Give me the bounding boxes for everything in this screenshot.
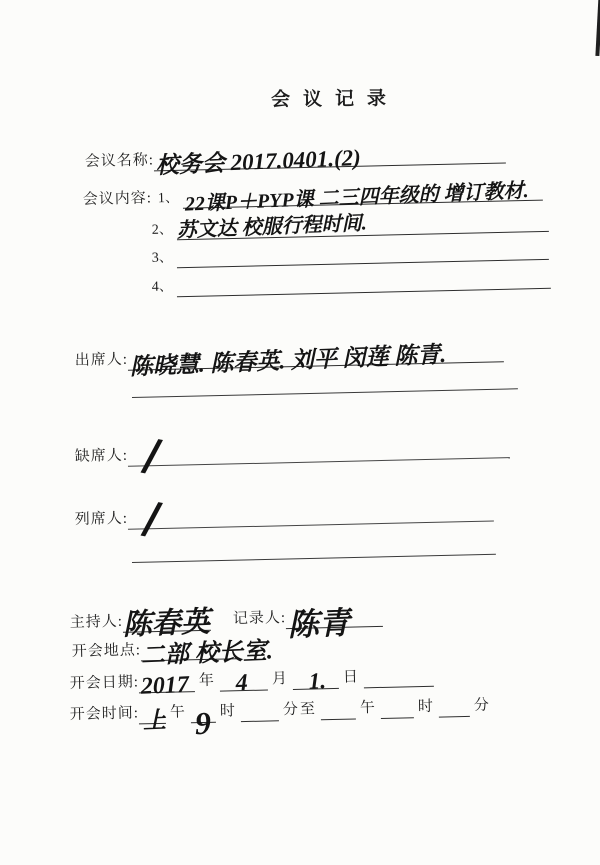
time-minute2-suffix: 分 <box>473 697 492 714</box>
observers-label: 列席人: <box>74 510 129 529</box>
date-month-handwriting: 4 <box>235 669 249 697</box>
time-hour2-suffix: 时 <box>417 698 436 716</box>
time-hour-suffix: 时 <box>219 703 238 720</box>
date-day-handwriting: 1. <box>308 668 327 694</box>
content-item-number: 2、 <box>151 222 173 238</box>
date-label: 开会日期: <box>69 674 140 693</box>
content-item-number: 3、 <box>151 250 173 266</box>
observers-slash-mark: / <box>139 492 165 546</box>
date-day-suffix: 日 <box>342 669 361 686</box>
location-label: 开会地点: <box>71 642 142 661</box>
content-handwriting-2: 苏文达 校服行程时间. <box>176 212 368 242</box>
date-month-suffix: 月 <box>271 671 290 688</box>
time-minute-suffix: 分至 <box>282 701 318 719</box>
time-period2-line <box>321 693 357 721</box>
meeting-name-line <box>154 136 507 179</box>
content-item-number: 1、 <box>157 190 180 207</box>
meeting-name-row <box>84 133 506 179</box>
scan-edge-artifact <box>595 0 600 56</box>
location-row <box>71 627 274 670</box>
attendees-line <box>128 335 505 380</box>
date-day-line <box>293 662 340 694</box>
content-item-number: 4、 <box>151 279 173 295</box>
time-hour2-line <box>381 691 415 719</box>
location-line <box>140 632 274 670</box>
time-period-line <box>139 697 167 734</box>
time-label: 开会时间: <box>69 705 140 724</box>
date-year-suffix: 年 <box>198 672 217 690</box>
location-handwriting: 二部 校长室. <box>140 638 274 670</box>
absentees-label: 缺席人: <box>74 447 129 466</box>
host-label: 主持人: <box>69 613 124 632</box>
attendees-handwriting: 陈晓慧. 陈春英. 刘平 闵莲 陈青. <box>129 341 447 380</box>
absentees-slash-mark: / <box>139 429 165 483</box>
observers-line <box>128 492 495 546</box>
page-title: 会议记录 <box>270 88 400 111</box>
meeting-name-handwriting: 校务会 2017.0401.(2) <box>155 144 362 179</box>
time-minute-line <box>241 694 280 722</box>
content-handwriting-1: 22课P＋PYP课 二三四年级的 增订教材. <box>184 179 530 216</box>
attendees-label: 出席人: <box>74 351 129 370</box>
attendees-row <box>74 328 504 380</box>
host-signature: 陈春英 <box>122 606 211 642</box>
time-period-handwriting: 上 <box>142 707 167 734</box>
time-hour-handwriting: 9 <box>194 704 212 742</box>
meeting-name-label: 会议名称: <box>84 152 155 171</box>
recorder-label: 记录人: <box>232 610 287 628</box>
meeting-content-label: 会议内容: <box>82 190 153 209</box>
time-minute2-line <box>439 690 471 718</box>
date-year-line <box>139 665 196 700</box>
absentees-row <box>74 426 510 483</box>
time-hour-line <box>191 696 217 742</box>
time-period2-suffix: 午 <box>359 700 378 717</box>
date-month-line <box>220 664 269 697</box>
date-year-handwriting: 2017 <box>140 671 190 700</box>
time-period-suffix: 午 <box>169 704 188 721</box>
observers-line-2 <box>132 554 496 563</box>
observers-row <box>74 489 494 546</box>
absentees-line <box>128 429 511 483</box>
content-line-4 <box>176 262 551 297</box>
attendees-line-2 <box>132 388 518 398</box>
date-extra-line <box>364 660 435 689</box>
recorder-signature: 陈青 <box>287 605 351 643</box>
recorder-line <box>286 600 384 643</box>
